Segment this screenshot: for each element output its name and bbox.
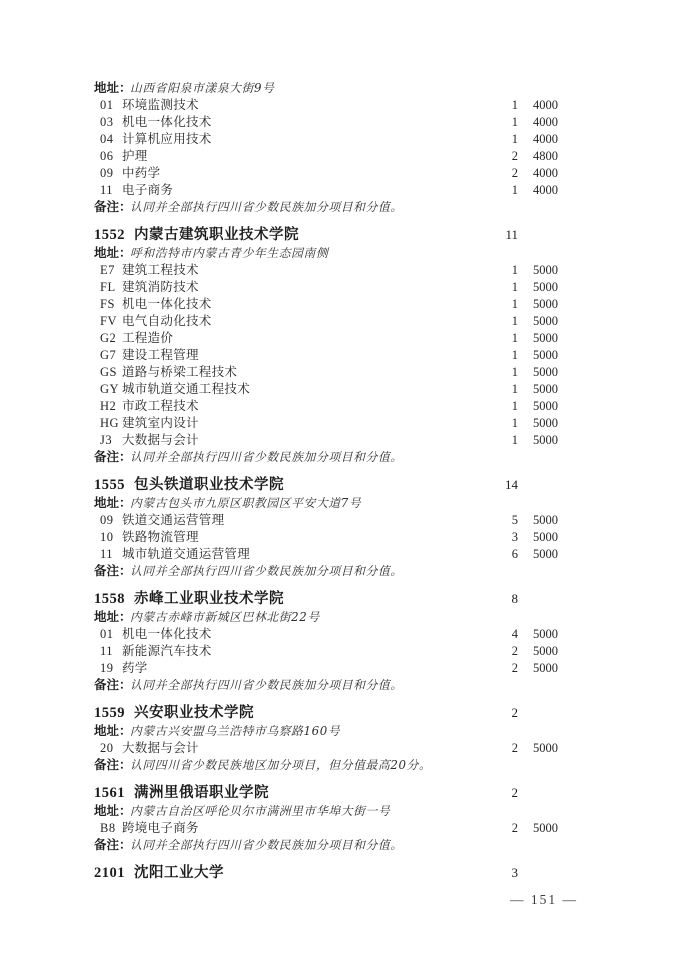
address-text: 山西省阳泉市漾泉大街9号	[130, 81, 275, 95]
major-code: J3	[100, 433, 113, 447]
address-text: 内蒙古赤峰市新城区巴林北街22号	[130, 610, 320, 624]
school-total-count: 2	[511, 705, 518, 720]
address-text: 内蒙古包头市九原区职教园区平安大道7号	[130, 496, 362, 510]
major-name: 中药学	[122, 166, 161, 180]
address-text: 内蒙古兴安盟乌兰浩特市乌察路160号	[130, 724, 341, 738]
school-header-row	[94, 863, 558, 883]
remark-line	[94, 563, 558, 580]
school-name: 内蒙古建筑职业技术学院	[134, 227, 299, 243]
major-plan-count: 2	[511, 741, 518, 755]
remark-text: 认同四川省少数民族地区加分项目，但分值最高20分。	[130, 758, 432, 772]
school-name: 赤峰工业职业技术学院	[134, 591, 284, 607]
major-row	[94, 643, 558, 660]
remark-label: 备注：	[94, 838, 132, 852]
major-tuition-fee: 5000	[533, 821, 558, 835]
major-plan-count: 1	[511, 183, 518, 197]
major-name: 计算机应用技术	[122, 132, 212, 146]
major-code: GY	[100, 382, 120, 396]
major-name: 机电一体化技术	[122, 115, 212, 129]
major-row	[94, 279, 558, 296]
major-row	[94, 330, 558, 347]
school-block	[94, 703, 558, 774]
school-name: 沈阳工业大学	[134, 865, 224, 881]
major-code: 19	[100, 661, 114, 675]
major-name: 机电一体化技术	[122, 627, 212, 641]
school-total-count: 3	[511, 865, 518, 880]
major-code: GS	[100, 365, 117, 379]
address-text: 内蒙古自治区呼伦贝尔市满洲里市华埠大街一号	[130, 804, 391, 818]
major-code: FL	[100, 280, 116, 294]
major-code: 03	[100, 115, 114, 129]
major-name: 机电一体化技术	[122, 297, 212, 311]
major-name: 市政工程技术	[122, 399, 199, 413]
major-code: 20	[100, 741, 114, 755]
major-tuition-fee: 5000	[533, 530, 558, 544]
major-tuition-fee: 5000	[533, 365, 558, 379]
school-code: 2101	[94, 865, 125, 881]
major-plan-count: 6	[511, 547, 518, 561]
remark-text: 认同并全部执行四川省少数民族加分项目和分值。	[130, 564, 403, 578]
major-tuition-fee: 5000	[533, 416, 558, 430]
major-row	[94, 364, 558, 381]
page-number: — 151 —	[510, 892, 578, 907]
major-name: 新能源汽车技术	[122, 644, 212, 658]
major-name: 环境监测技术	[122, 98, 199, 112]
major-name: 大数据与会计	[122, 741, 199, 755]
address-label: 地址：	[94, 724, 132, 738]
address-label: 地址：	[94, 610, 132, 624]
major-tuition-fee: 5000	[533, 331, 558, 345]
major-row	[94, 415, 558, 432]
school-block	[94, 863, 558, 883]
major-plan-count: 1	[511, 348, 518, 362]
remark-label: 备注：	[94, 450, 132, 464]
address-line	[94, 80, 558, 97]
major-tuition-fee: 4000	[533, 166, 558, 180]
major-plan-count: 1	[511, 382, 518, 396]
major-code: 01	[100, 98, 114, 112]
major-plan-count: 1	[511, 399, 518, 413]
major-plan-count: 2	[511, 661, 518, 675]
major-name: 道路与桥梁工程技术	[122, 365, 238, 379]
major-tuition-fee: 5000	[533, 382, 558, 396]
major-code: G7	[100, 348, 117, 362]
major-plan-count: 1	[511, 433, 518, 447]
major-code: FS	[100, 297, 115, 311]
address-label: 地址：	[94, 246, 132, 260]
major-row	[94, 165, 558, 182]
major-name: 建筑消防技术	[122, 280, 199, 294]
major-row	[94, 313, 558, 330]
major-code: 01	[100, 627, 114, 641]
major-name: 建筑工程技术	[122, 263, 199, 277]
major-plan-count: 2	[511, 166, 518, 180]
major-tuition-fee: 5000	[533, 399, 558, 413]
remark-label: 备注：	[94, 200, 132, 214]
major-tuition-fee: 5000	[533, 263, 558, 277]
remark-label: 备注：	[94, 678, 132, 692]
major-plan-count: 1	[511, 331, 518, 345]
major-row	[94, 626, 558, 643]
major-tuition-fee: 5000	[533, 513, 558, 527]
major-row	[94, 660, 558, 677]
address-text: 呼和浩特市内蒙古青少年生态园南侧	[130, 246, 329, 260]
major-row	[94, 131, 558, 148]
address-label: 地址：	[94, 496, 132, 510]
major-row	[94, 296, 558, 313]
remark-line	[94, 757, 558, 774]
major-plan-count: 5	[511, 513, 518, 527]
major-row	[94, 148, 558, 165]
school-total-count: 14	[505, 477, 518, 492]
remark-line	[94, 677, 558, 694]
major-tuition-fee: 5000	[533, 661, 558, 675]
remark-line	[94, 837, 558, 854]
major-code: B8	[100, 821, 116, 835]
school-total-count: 2	[511, 785, 518, 800]
address-line	[94, 803, 558, 820]
major-tuition-fee: 5000	[533, 280, 558, 294]
major-code: E7	[100, 263, 115, 277]
major-code: FV	[100, 314, 117, 328]
address-line	[94, 723, 558, 740]
major-code: 06	[100, 149, 114, 163]
school-header-row	[94, 225, 558, 245]
major-tuition-fee: 4800	[533, 149, 558, 163]
school-block	[94, 475, 558, 580]
school-code: 1561	[94, 785, 125, 801]
major-row	[94, 820, 558, 837]
major-plan-count: 1	[511, 365, 518, 379]
major-tuition-fee: 4000	[533, 132, 558, 146]
major-code: 11	[100, 183, 114, 197]
major-code: 09	[100, 513, 114, 527]
major-name: 建筑室内设计	[122, 416, 199, 430]
school-code: 1552	[94, 227, 125, 243]
major-row	[94, 182, 558, 199]
major-tuition-fee: 5000	[533, 314, 558, 328]
school-code: 1555	[94, 477, 125, 493]
major-tuition-fee: 4000	[533, 183, 558, 197]
major-code: HG	[100, 416, 120, 430]
major-name: 城市轨道交通运营管理	[122, 547, 251, 561]
major-plan-count: 2	[511, 821, 518, 835]
remark-line	[94, 449, 558, 466]
major-tuition-fee: 5000	[533, 348, 558, 362]
major-tuition-fee: 5000	[533, 741, 558, 755]
school-name: 满洲里俄语职业学院	[134, 785, 269, 801]
major-plan-count: 1	[511, 314, 518, 328]
major-row	[94, 398, 558, 415]
remark-label: 备注：	[94, 758, 132, 772]
major-code: 09	[100, 166, 114, 180]
major-name: 电子商务	[122, 183, 174, 197]
major-plan-count: 1	[511, 416, 518, 430]
major-name: 铁路物流管理	[122, 530, 199, 544]
major-plan-count: 4	[511, 627, 518, 641]
major-code: 10	[100, 530, 114, 544]
remark-label: 备注：	[94, 564, 132, 578]
remark-text: 认同并全部执行四川省少数民族加分项目和分值。	[130, 838, 403, 852]
school-block	[94, 225, 558, 466]
school-name: 包头铁道职业技术学院	[134, 477, 284, 493]
major-code: G2	[100, 331, 117, 345]
document-content	[94, 80, 558, 883]
major-plan-count: 2	[511, 149, 518, 163]
major-name: 药学	[122, 661, 148, 675]
address-line	[94, 495, 558, 512]
major-tuition-fee: 5000	[533, 627, 558, 641]
school-header-row	[94, 475, 558, 495]
major-name: 工程造价	[122, 331, 174, 345]
school-block	[94, 80, 558, 216]
school-block	[94, 783, 558, 854]
major-plan-count: 3	[511, 530, 518, 544]
major-row	[94, 432, 558, 449]
major-row	[94, 512, 558, 529]
school-code: 1559	[94, 705, 125, 721]
major-code: 11	[100, 547, 114, 561]
major-row	[94, 347, 558, 364]
school-total-count: 11	[505, 227, 518, 242]
address-label: 地址：	[94, 804, 132, 818]
major-row	[94, 529, 558, 546]
major-tuition-fee: 5000	[533, 297, 558, 311]
major-plan-count: 1	[511, 115, 518, 129]
remark-line	[94, 199, 558, 216]
remark-text: 认同并全部执行四川省少数民族加分项目和分值。	[130, 678, 403, 692]
school-header-row	[94, 703, 558, 723]
address-label: 地址：	[94, 81, 132, 95]
major-plan-count: 1	[511, 98, 518, 112]
major-plan-count: 1	[511, 297, 518, 311]
major-row	[94, 262, 558, 279]
major-row	[94, 546, 558, 563]
major-tuition-fee: 5000	[533, 433, 558, 447]
major-name: 护理	[122, 149, 148, 163]
major-code: H2	[100, 399, 117, 413]
major-tuition-fee: 4000	[533, 98, 558, 112]
address-line	[94, 245, 558, 262]
major-row	[94, 381, 558, 398]
remark-text: 认同并全部执行四川省少数民族加分项目和分值。	[130, 450, 403, 464]
school-header-row	[94, 589, 558, 609]
school-code: 1558	[94, 591, 125, 607]
major-name: 跨境电子商务	[122, 821, 199, 835]
major-name: 城市轨道交通工程技术	[122, 382, 251, 396]
school-header-row	[94, 783, 558, 803]
school-name: 兴安职业技术学院	[134, 705, 254, 721]
major-plan-count: 1	[511, 263, 518, 277]
school-block	[94, 589, 558, 694]
major-tuition-fee: 4000	[533, 115, 558, 129]
major-code: 11	[100, 644, 114, 658]
major-tuition-fee: 5000	[533, 644, 558, 658]
school-total-count: 8	[511, 591, 518, 606]
major-plan-count: 2	[511, 644, 518, 658]
major-row	[94, 740, 558, 757]
major-code: 04	[100, 132, 114, 146]
remark-text: 认同并全部执行四川省少数民族加分项目和分值。	[130, 200, 403, 214]
major-name: 建设工程管理	[122, 348, 199, 362]
major-name: 大数据与会计	[122, 433, 199, 447]
major-row	[94, 114, 558, 131]
major-row	[94, 97, 558, 114]
major-name: 铁道交通运营管理	[122, 513, 225, 527]
major-plan-count: 1	[511, 132, 518, 146]
major-name: 电气自动化技术	[122, 314, 212, 328]
major-tuition-fee: 5000	[533, 547, 558, 561]
major-plan-count: 1	[511, 280, 518, 294]
address-line	[94, 609, 558, 626]
